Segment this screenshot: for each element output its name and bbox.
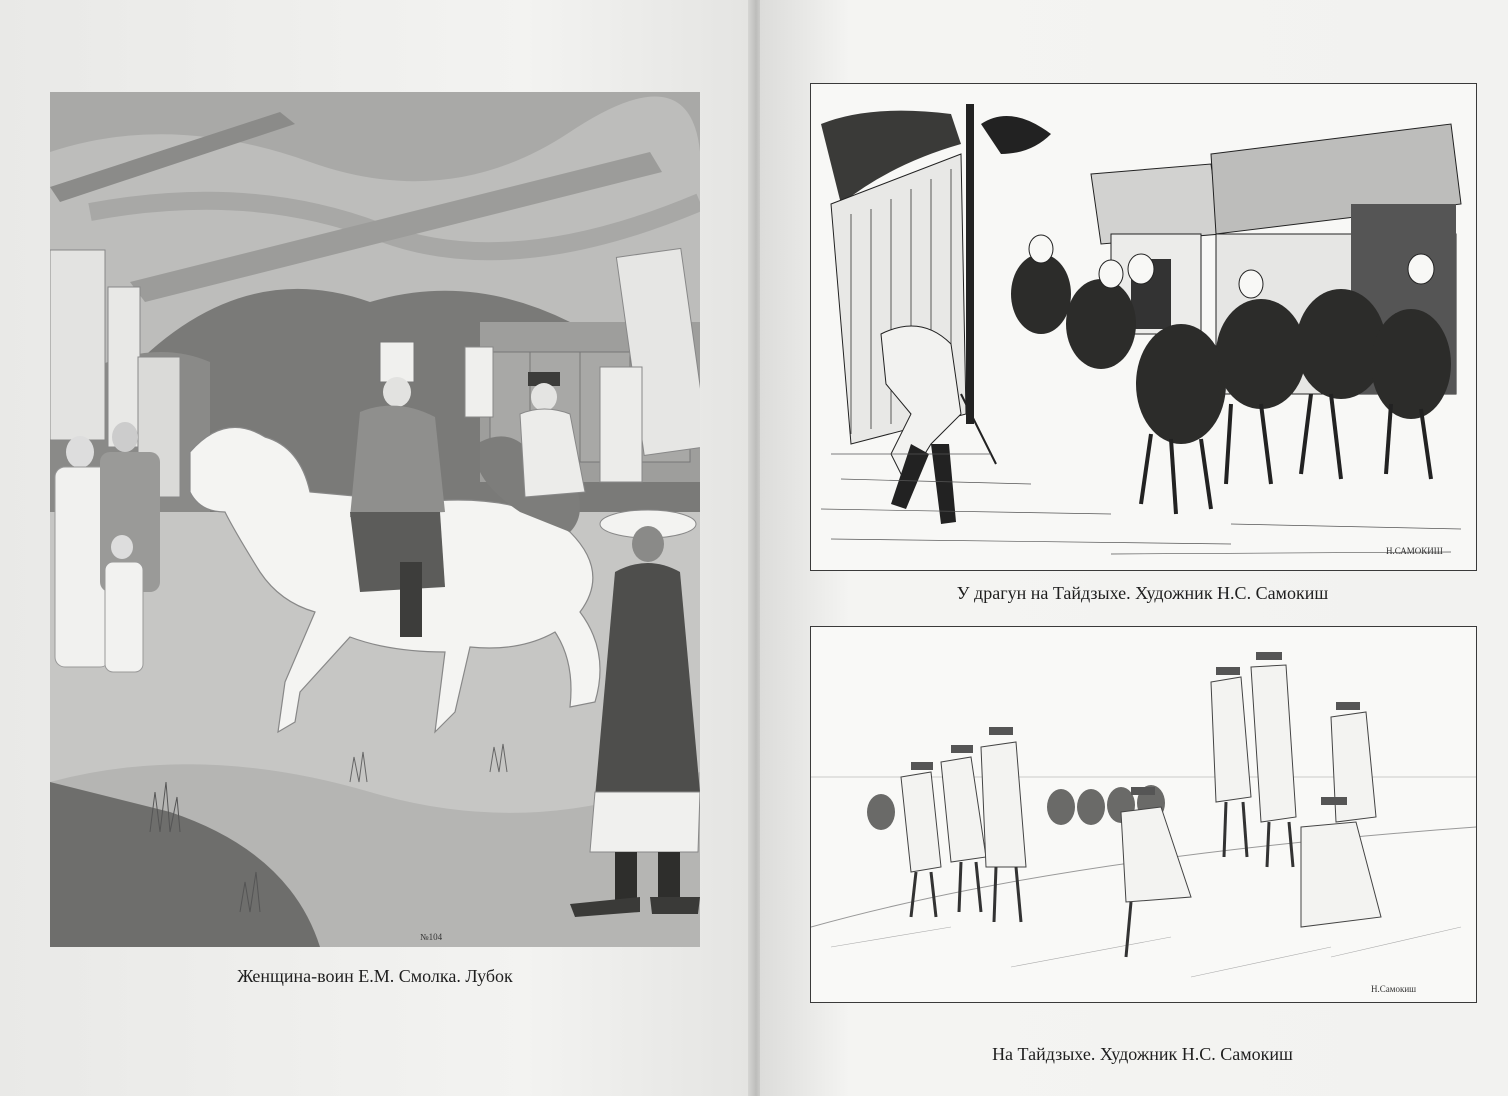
left-page: [0, 0, 752, 1096]
dragoons-signature: Н.САМОКИШ: [1386, 546, 1443, 556]
taidzyhe-caption: На Тайдзыхе. Художник Н.С. Самокиш: [992, 1044, 1293, 1064]
rider-on-white-horse-image: [50, 92, 700, 947]
bleed-through-text: [128, 1046, 132, 1064]
dragoons-caption: У драгун на Тайдзыхе. Художник Н.С. Самокиш: [956, 583, 1329, 603]
right-page: [760, 0, 1508, 1096]
plate-number: №104: [420, 932, 443, 942]
officers-on-hill-image: [811, 627, 1476, 1002]
taidzyhe-signature: Н.Самокиш: [1371, 984, 1417, 994]
taidzyhe-illustration: [810, 626, 1477, 1003]
lubok-illustration: [50, 92, 700, 947]
lubok-caption: Женщина-воин Е.М. Смолка. Лубок: [237, 966, 513, 986]
dragoons-sketch-image: [811, 84, 1476, 570]
dragoons-illustration: [810, 83, 1477, 571]
